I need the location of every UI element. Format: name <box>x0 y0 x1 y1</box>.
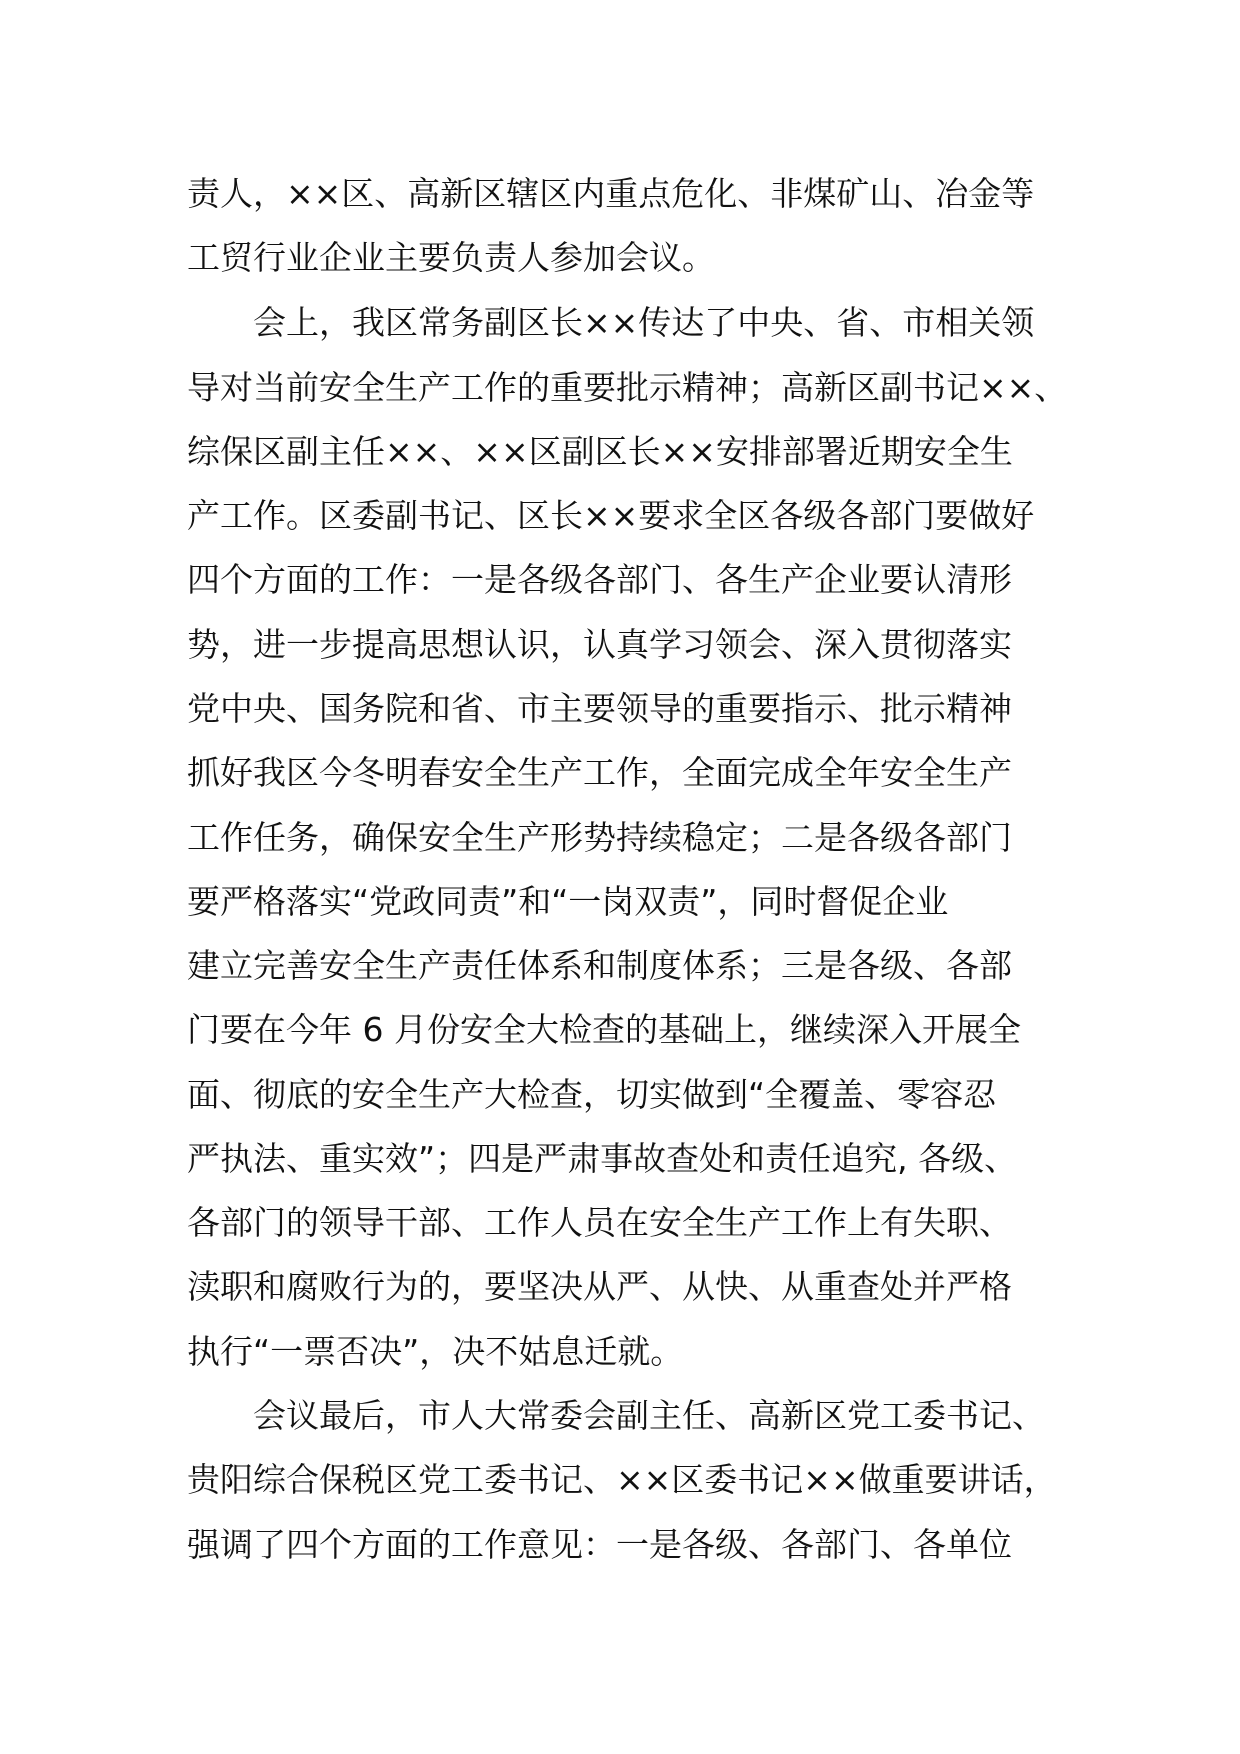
text-line: 党中央、国务院和省、市主要领导的重要指示、批示精神 <box>187 689 1012 728</box>
text-line: 门要在今年 6 月份安全大检查的基础上，继续深入开展全 <box>187 1010 1021 1049</box>
text-line: 执行“一票否决”，决不姑息迁就。 <box>187 1332 684 1371</box>
text-line: 贵阳综合保税区党工委书记、××区委书记××做重要讲话， <box>187 1460 1057 1499</box>
text-line: 势，进一步提高思想认识，认真学习领会、深入贯彻落实 <box>187 625 1012 664</box>
text-line: 产工作。区委副书记、区长××要求全区各级各部门要做好 <box>187 496 1035 535</box>
text-line: 四个方面的工作：一是各级各部门、各生产企业要认清形 <box>187 560 1012 599</box>
text-line: 严执法、重实效”；四是严肃事故查处和责任追究, 各级、 <box>187 1139 1018 1178</box>
text-line: 导对当前安全生产工作的重要批示精神；高新区副书记××、 <box>187 368 1068 407</box>
text-line: 综保区副主任××、××区副区长××安排部署近期安全生 <box>187 432 1013 471</box>
text-line: 责人，××区、高新区辖区内重点危化、非煤矿山、冶金等 <box>187 174 1035 213</box>
text-line: 建立完善安全生产责任体系和制度体系；三是各级、各部 <box>187 946 1012 985</box>
text-line: 强调了四个方面的工作意见：一是各级、各部门、各单位 <box>187 1525 1012 1564</box>
text-line: 工贸行业企业主要负责人参加会议。 <box>187 238 715 277</box>
text-line: 要严格落实“党政同责”和“一岗双责”，同时督促企业 <box>187 882 949 921</box>
paragraph-first-line: 会议最后，市人大常委会副主任、高新区党工委书记、 <box>253 1396 1045 1435</box>
text-line: 工作任务，确保安全生产形势持续稳定；二是各级各部门 <box>187 818 1012 857</box>
paragraph-first-line: 会上，我区常务副区长××传达了中央、省、市相关领 <box>253 303 1035 342</box>
text-line: 抓好我区今冬明春安全生产工作，全面完成全年安全生产 <box>187 753 1012 792</box>
text-line: 各部门的领导干部、工作人员在安全生产工作上有失职、 <box>187 1203 1012 1242</box>
text-line: 渎职和腐败行为的，要坚决从严、从快、从重查处并严格 <box>187 1267 1012 1306</box>
text-line: 面、彻底的安全生产大检查，切实做到“全覆盖、零容忍 <box>187 1075 997 1114</box>
